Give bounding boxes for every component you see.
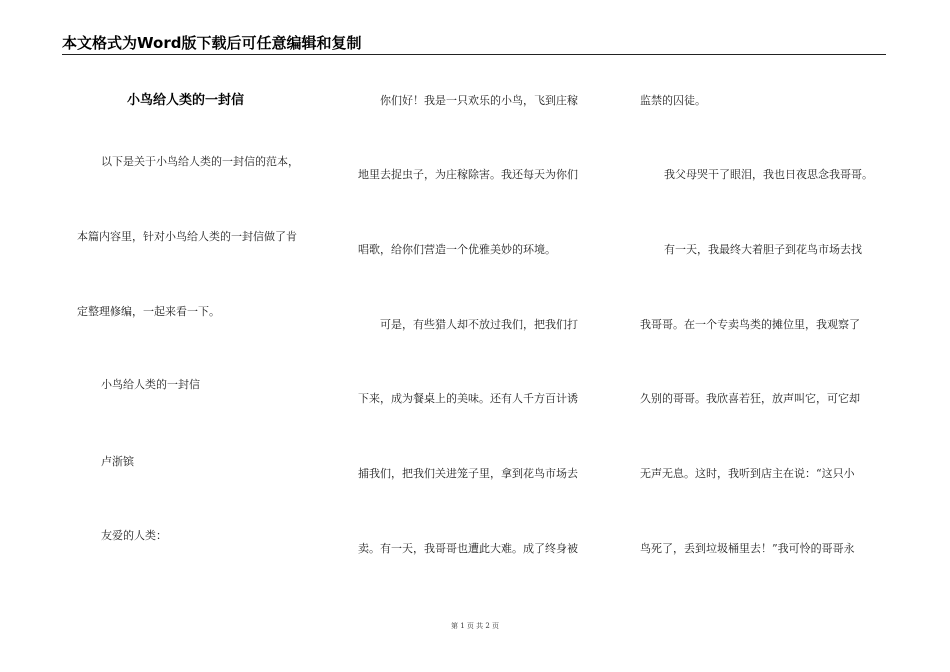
- col2-line-1: 你们好！我是一只欢乐的小鸟，飞到庄稼: [380, 94, 578, 107]
- col3-line-2: 我父母哭干了眼泪，我也日夜思念我哥哥。: [664, 168, 873, 181]
- col2-line-4: 可是，有些猎人却不放过我们，把我们打: [380, 318, 578, 331]
- col1-line-4: 小鸟给人类的一封信: [101, 378, 200, 391]
- header-title: 本文格式为Word版下载后可任意编辑和复制: [62, 34, 362, 52]
- col3-line-4: 我哥哥。在一个专卖鸟类的摊位里，我观察了: [640, 318, 860, 331]
- col1-line-6: 友爱的人类：: [101, 529, 167, 542]
- col2-line-7: 卖。有一天，我哥哥也遭此大难。成了终身被: [358, 542, 578, 555]
- col3-line-3: 有一天，我最终大着胆子到花鸟市场去找: [664, 243, 862, 256]
- page-footer: 第 1 页 共 2 页: [450, 622, 500, 630]
- col2-line-6: 捕我们，把我们关进笼子里，拿到花鸟市场去: [358, 467, 578, 480]
- col1-line-5: 卢浙镔: [101, 455, 134, 468]
- col2-line-3: 唱歌，给你们营造一个优雅美妙的环境。: [358, 243, 556, 256]
- col1-line-1: 以下是关于小鸟给人类的一封信的范本，: [101, 155, 299, 168]
- col2-line-2: 地里去捉虫子，为庄稼除害。我还每天为你们: [358, 168, 578, 181]
- col3-line-7: 鸟死了，丢到垃圾桶里去！”我可怜的哥哥永: [640, 542, 855, 555]
- col3-line-5: 久别的哥哥。我欣喜若狂，放声叫它，可它却: [640, 392, 860, 405]
- col3-line-6: 无声无息。这时，我听到店主在说：“这只小: [640, 467, 855, 480]
- col1-line-2: 本篇内容里，针对小鸟给人类的一封信做了肯: [77, 230, 297, 243]
- col2-line-5: 下来，成为餐桌上的美味。还有人千方百计诱: [358, 392, 578, 405]
- document-title: 小鸟给人类的一封信: [127, 93, 245, 108]
- col1-line-3: 定整理修编，一起来看一下。: [77, 305, 220, 318]
- col3-line-1: 监禁的囚徒。: [640, 94, 706, 107]
- page-header: [62, 34, 886, 55]
